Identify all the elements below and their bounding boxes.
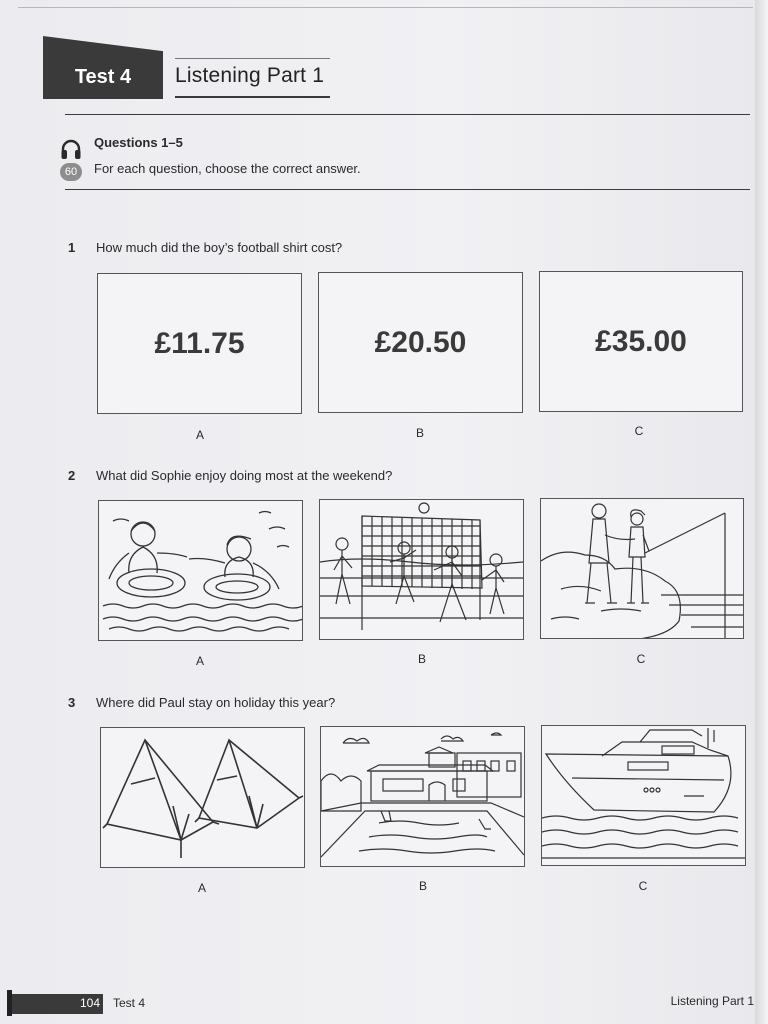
option-letter: B: [415, 426, 424, 440]
question-3-option-a[interactable]: [100, 727, 305, 868]
option-letter: C: [634, 424, 644, 438]
swimming-illustration: [99, 501, 302, 640]
question-1-option-b[interactable]: [318, 272, 523, 413]
fishing-illustration: [541, 499, 743, 638]
option-letter: C: [636, 652, 646, 666]
question-2-text: What did Sophie enjoy doing most at the weekend?: [96, 468, 393, 483]
question-1-option-c[interactable]: [539, 271, 743, 412]
option-letter: A: [195, 428, 204, 442]
option-letter: B: [418, 879, 427, 893]
question-1-number: 1: [68, 240, 76, 255]
header-divider: [65, 114, 750, 115]
price-label: £35.00: [595, 324, 687, 358]
instructions-divider: [65, 189, 750, 190]
hotel-pool-illustration: [321, 727, 524, 866]
footer-mark: [7, 990, 12, 1016]
question-3-option-c[interactable]: [541, 725, 746, 866]
option-letter: A: [195, 654, 204, 668]
yacht-illustration: [542, 726, 745, 865]
tents-illustration: [101, 728, 304, 867]
footer-part-label: Listening Part 1: [670, 994, 754, 1008]
question-2-option-b[interactable]: [319, 499, 524, 640]
title-underline: [175, 96, 330, 98]
question-2-option-c[interactable]: [540, 498, 744, 639]
question-3-text: Where did Paul stay on holiday this year?: [96, 695, 336, 710]
question-3-option-b[interactable]: [320, 726, 525, 867]
question-2-option-a[interactable]: [98, 500, 303, 641]
audio-track-number: 60: [60, 163, 82, 181]
test-label: Test 4: [74, 66, 132, 88]
page-number: 104: [79, 996, 100, 1010]
footer-test-label: Test 4: [113, 996, 146, 1010]
page-edge: [755, 0, 768, 1024]
option-letter: A: [197, 881, 206, 895]
question-1-text: How much did the boy’s football shirt cost?: [96, 240, 343, 255]
questions-range: Questions 1–5: [94, 135, 183, 150]
option-letter: B: [417, 652, 426, 666]
question-2-number: 2: [68, 468, 76, 483]
price-label: £11.75: [154, 326, 245, 360]
option-letter: C: [638, 879, 648, 893]
page-title: Listening Part 1: [175, 64, 325, 87]
volleyball-illustration: [320, 500, 523, 639]
question-1-option-a[interactable]: [97, 273, 302, 414]
title-overline: [175, 58, 330, 59]
top-rule: [18, 7, 753, 8]
question-3-number: 3: [68, 695, 76, 710]
price-label: £20.50: [374, 325, 467, 359]
instructions-text: For each question, choose the correct answer.: [94, 161, 361, 176]
